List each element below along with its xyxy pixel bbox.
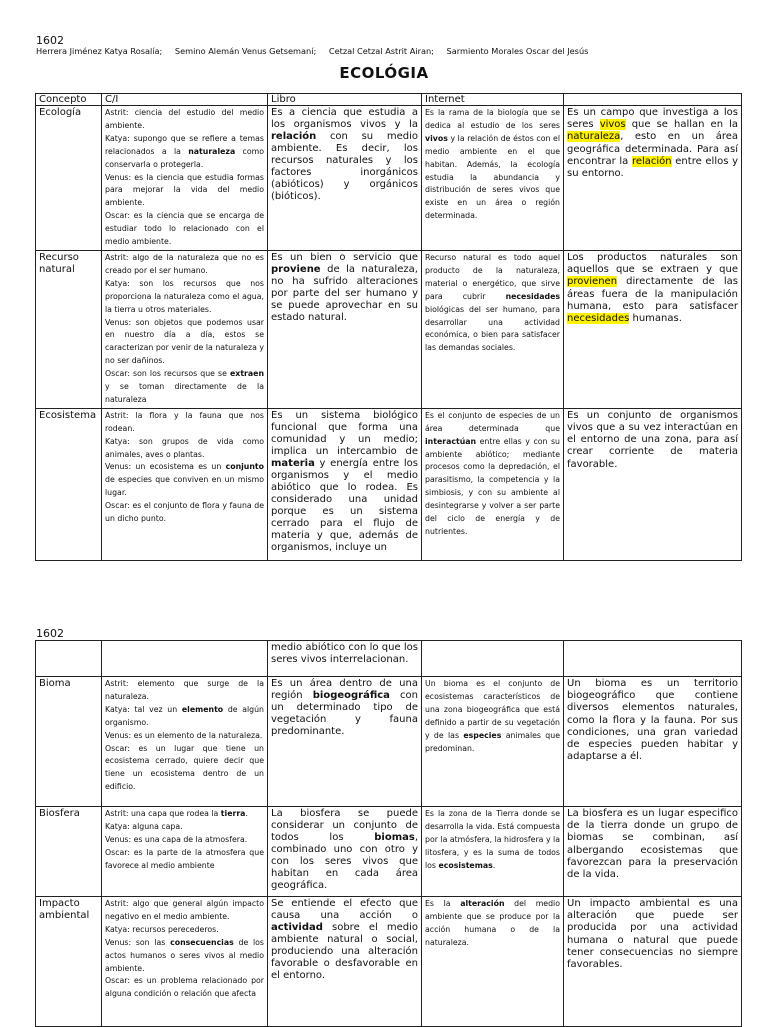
summary-cell: [564, 641, 742, 677]
concept-table-page-2: [35, 640, 742, 1027]
libro-cell: Es un sistema biológico funcional que forma una comunidad y un medio; implica un intercambio de materia y energía entre los organismos y el medio abiótico que lo rodea. Es considerado una unidad porque es un sistema cerrado para el flujo de materia y que, además de organismos, incluye un: [268, 408, 422, 560]
author-name: Sarmiento Morales Oscar del Jesús: [446, 46, 589, 56]
column-header: Internet: [422, 94, 564, 106]
author-name: Semino Alemán Venus Getsemaní;: [174, 46, 317, 56]
table-row: [36, 106, 742, 251]
internet-cell: Es la rama de la biología que se dedica al estudio de los seres vivos y la relación de éstos con el medio ambiente en el que habitan. Además, la ecología estudia la abundancia y distribución de seres vivos que existe en un área o región determinada.: [422, 106, 564, 251]
internet-cell: Es la alteración del medio ambiente que se produce por la acción humana o de la naturaleza.: [422, 897, 564, 1027]
page-number-label: 1602: [36, 627, 64, 640]
table-row: [36, 807, 742, 897]
ci-cell: Astrit: una capa que rodea la tierra. Katya: alguna capa. Venus: es una capa de la atmosfera. Oscar: es la parte de la atmosfera que favorece al medio ambiente: [102, 807, 268, 897]
concept-table-page-1: [35, 93, 742, 561]
table-row: [36, 897, 742, 1027]
libro-cell: medio abiótico con lo que los seres vivos interrelacionan.: [268, 641, 422, 677]
author-name: Cetzal Cetzal Astrit Airan;: [328, 46, 434, 56]
concept-cell: [36, 641, 102, 677]
table-row: [36, 677, 742, 807]
column-header: Concepto: [36, 94, 102, 106]
ci-cell: Astrit: algo de la naturaleza que no es creado por el ser humano. Katya: son los recursos que nos proporciona la naturaleza como el agua, la tierra u otros materiales. Venus: son objetos que podemos usar en nuestro día a día, estos se caracterizan por venir de la naturaleza y no ser dañinos. Oscar: son los recursos que se extraen y se toman directamente de la naturaleza: [102, 250, 268, 408]
internet-cell: Recurso natural es todo aquel producto de la naturaleza, material o energético, que sirve para cubrir necesidades biológicas del ser humano, para desarrollar una actividad económica, o bien para satisfacer las demandas sociales.: [422, 250, 564, 408]
table-header-row: [36, 94, 742, 106]
concept-cell: Ecología: [36, 106, 102, 251]
column-header: C/I: [102, 94, 268, 106]
libro-cell: La biosfera se puede considerar un conjunto de todos los biomas, combinado uno con otro y con los seres vivos que habitan en cada área geográfica.: [268, 807, 422, 897]
summary-cell: La biosfera es un lugar especifico de la tierra donde un grupo de biomas se combinan, así albergando ecosistemas que favorezcan para la preservación de la vida.: [564, 807, 742, 897]
summary-cell: Los productos naturales son aquellos que se extraen y que provienen directamente de las áreas fuera de la manipulación humana, esto para satisfacer necesidades humanas.: [564, 250, 742, 408]
summary-cell: Un impacto ambiental es una alteración que puede ser producida por una actividad humana o natural que puede tener consecuencias no siempre favorables.: [564, 897, 742, 1027]
ci-cell: Astrit: la flora y la fauna que nos rodean. Katya: son grupos de vida como animales, aves o plantas. Venus: un ecosistema es un conjunto de especies que conviven en un mismo lugar. Oscar: es el conjunto de flora y fauna de un dicho punto.: [102, 408, 268, 560]
authors-line: [36, 46, 598, 56]
libro-cell: Es un bien o servicio que proviene de la naturaleza, no ha sufrido alteraciones por parte del ser humano y se puede aprovechar en su estado natural.: [268, 250, 422, 408]
concept-cell: Biosfera: [36, 807, 102, 897]
column-header: [564, 94, 742, 106]
internet-cell: Es la zona de la Tierra donde se desarrolla la vida. Está compuesta por la atmósfera, la hidrosfera y la litosfera, y es la suma de todos los ecosistemas.: [422, 807, 564, 897]
libro-cell: Se entiende el efecto que causa una acción o actividad sobre el medio ambiente natural o social, produciendo una alteración favorable o desfavorable en el entorno.: [268, 897, 422, 1027]
table-row: [36, 408, 742, 560]
column-header: Libro: [268, 94, 422, 106]
internet-cell: Es el conjunto de especies de un área determinada que interactúan entre ellas y con su ambiente abiótico; mediante procesos como la depredación, el parasitismo, la competencia y la simbiosis, y con su ambiente al desintegrarse y volver a ser parte del ciclo de energía y de nutrientes.: [422, 408, 564, 560]
summary-cell: Un bioma es un territorio biogeográfico que contiene diversos elementos naturales, como la flora y la fauna. Por sus condiciones, una gran variedad de especies pueden habitar y adaptarse a él.: [564, 677, 742, 807]
ci-cell: Astrit: algo que general algún impacto negativo en el medio ambiente. Katya: recursos perecederos. Venus: son las consecuencias de los actos humanos o seres vivos al medio ambiente. Oscar: es un problema relacionado por alguna condición o relación que afecta: [102, 897, 268, 1027]
concept-cell: Bioma: [36, 677, 102, 807]
ci-cell: Astrit: elemento que surge de la naturaleza. Katya: tal vez un elemento de algún organismo. Venus: es un elemento de la naturaleza. Oscar: es un lugar que tiene un ecosistema cerrado, quiere decir que tiene un ecosistema dentro de un edificio.: [102, 677, 268, 807]
document-title: ECOLÓGIA: [339, 64, 429, 82]
internet-cell: Un bioma es el conjunto de ecosistemas característicos de una zona biogeográfica que está definido a partir de su vegetación y de las especies animales que predominan.: [422, 677, 564, 807]
internet-cell: [422, 641, 564, 677]
concept-cell: Ecosistema: [36, 408, 102, 560]
concept-cell: Recurso natural: [36, 250, 102, 408]
page-number-label: 1602: [36, 34, 64, 47]
author-name: Herrera Jiménez Katya Rosalía;: [36, 46, 163, 56]
summary-cell: Es un conjunto de organismos vivos que a su vez interactúan en el entorno de una zona, para así crear corriente de materia favorable.: [564, 408, 742, 560]
summary-cell: Es un campo que investiga a los seres vivos que se hallan en la naturaleza, esto en un área geográfica determinada. Para así encontrar la relación entre ellos y su entorno.: [564, 106, 742, 251]
ci-cell: Astrit: ciencia del estudio del medio ambiente. Katya: supongo que se refiere a temas relacionados a la naturaleza como conservarla o protegerla. Venus: es la ciencia que estudia formas para mejorar la vida del medio ambiente. Oscar: es la ciencia que se encarga de estudiar todo lo relacionado con el medio ambiente.: [102, 106, 268, 251]
ci-cell: [102, 641, 268, 677]
table-row: [36, 641, 742, 677]
libro-cell: Es a ciencia que estudia a los organismos vivos y la relación con su medio ambiente. Es decir, los recursos naturales y los factores inorgánicos (abióticos) y orgánicos (bióticos).: [268, 106, 422, 251]
concept-cell: Impacto ambiental: [36, 897, 102, 1027]
libro-cell: Es un área dentro de una región biogeográfica con un determinado tipo de vegetación y fauna predominante.: [268, 677, 422, 807]
table-row: [36, 250, 742, 408]
